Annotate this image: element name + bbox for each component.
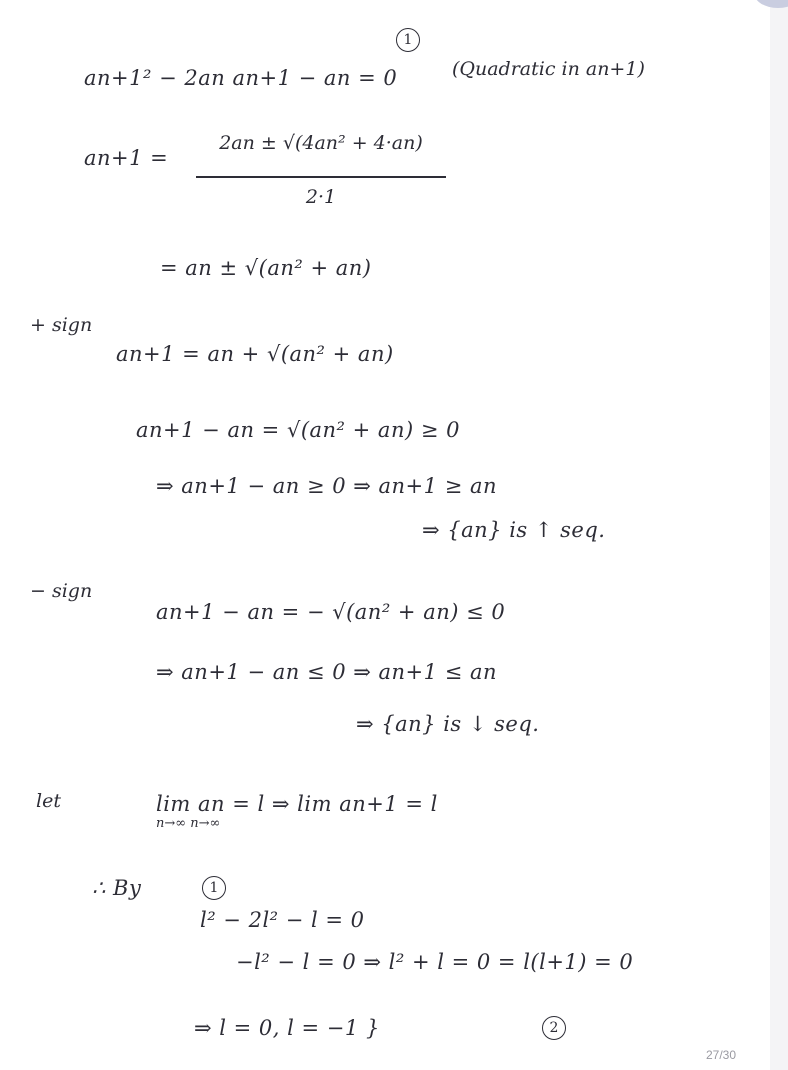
equation-number-1: 1 xyxy=(396,28,420,52)
page-number: 27/30 xyxy=(705,1048,736,1062)
increasing-conclusion: ⇒ {an} is ↑ seq. xyxy=(422,518,606,542)
root-formula-numerator: 2an ± √(4an² + 4·an) xyxy=(219,132,423,154)
limit-solutions: ⇒ l = 0, l = −1 } xyxy=(194,1016,380,1040)
root-formula-lhs: an+1 = xyxy=(84,146,169,170)
quadratic-equation: an+1² − 2an an+1 − an = 0 xyxy=(84,66,398,90)
limit-subscripts: n→∞ n→∞ xyxy=(156,816,221,831)
limit-substitution: l² − 2l² − l = 0 xyxy=(200,908,365,932)
plus-case-implication: ⇒ an+1 − an ≥ 0 ⇒ an+1 ≥ an xyxy=(156,474,498,498)
plus-case-difference: an+1 − an = √(an² + an) ≥ 0 xyxy=(136,418,460,442)
limit-simplification: −l² − l = 0 ⇒ l² + l = 0 = l(l+1) = 0 xyxy=(236,950,634,974)
fraction-bar xyxy=(196,176,446,178)
limit-statement: lim an = l ⇒ lim an+1 = l xyxy=(156,792,438,816)
minus-sign-heading: − sign xyxy=(30,580,93,602)
root-formula-denominator: 2·1 xyxy=(305,186,337,208)
equation-reference-1: 1 xyxy=(202,876,226,900)
let-label: let xyxy=(36,790,61,812)
by-equation-label: ∴ By xyxy=(92,876,142,900)
minus-case-implication: ⇒ an+1 − an ≤ 0 ⇒ an+1 ≤ an xyxy=(156,660,498,684)
simplified-root: = an ± √(an² + an) xyxy=(160,256,372,280)
quadratic-note: (Quadratic in an+1) xyxy=(452,58,645,80)
scroll-gutter xyxy=(770,0,788,1070)
plus-case-equation: an+1 = an + √(an² + an) xyxy=(116,342,394,366)
plus-sign-heading: + sign xyxy=(30,314,93,336)
minus-case-difference: an+1 − an = − √(an² + an) ≤ 0 xyxy=(156,600,506,624)
decreasing-conclusion: ⇒ {an} is ↓ seq. xyxy=(356,712,540,736)
equation-number-2: 2 xyxy=(542,1016,566,1040)
